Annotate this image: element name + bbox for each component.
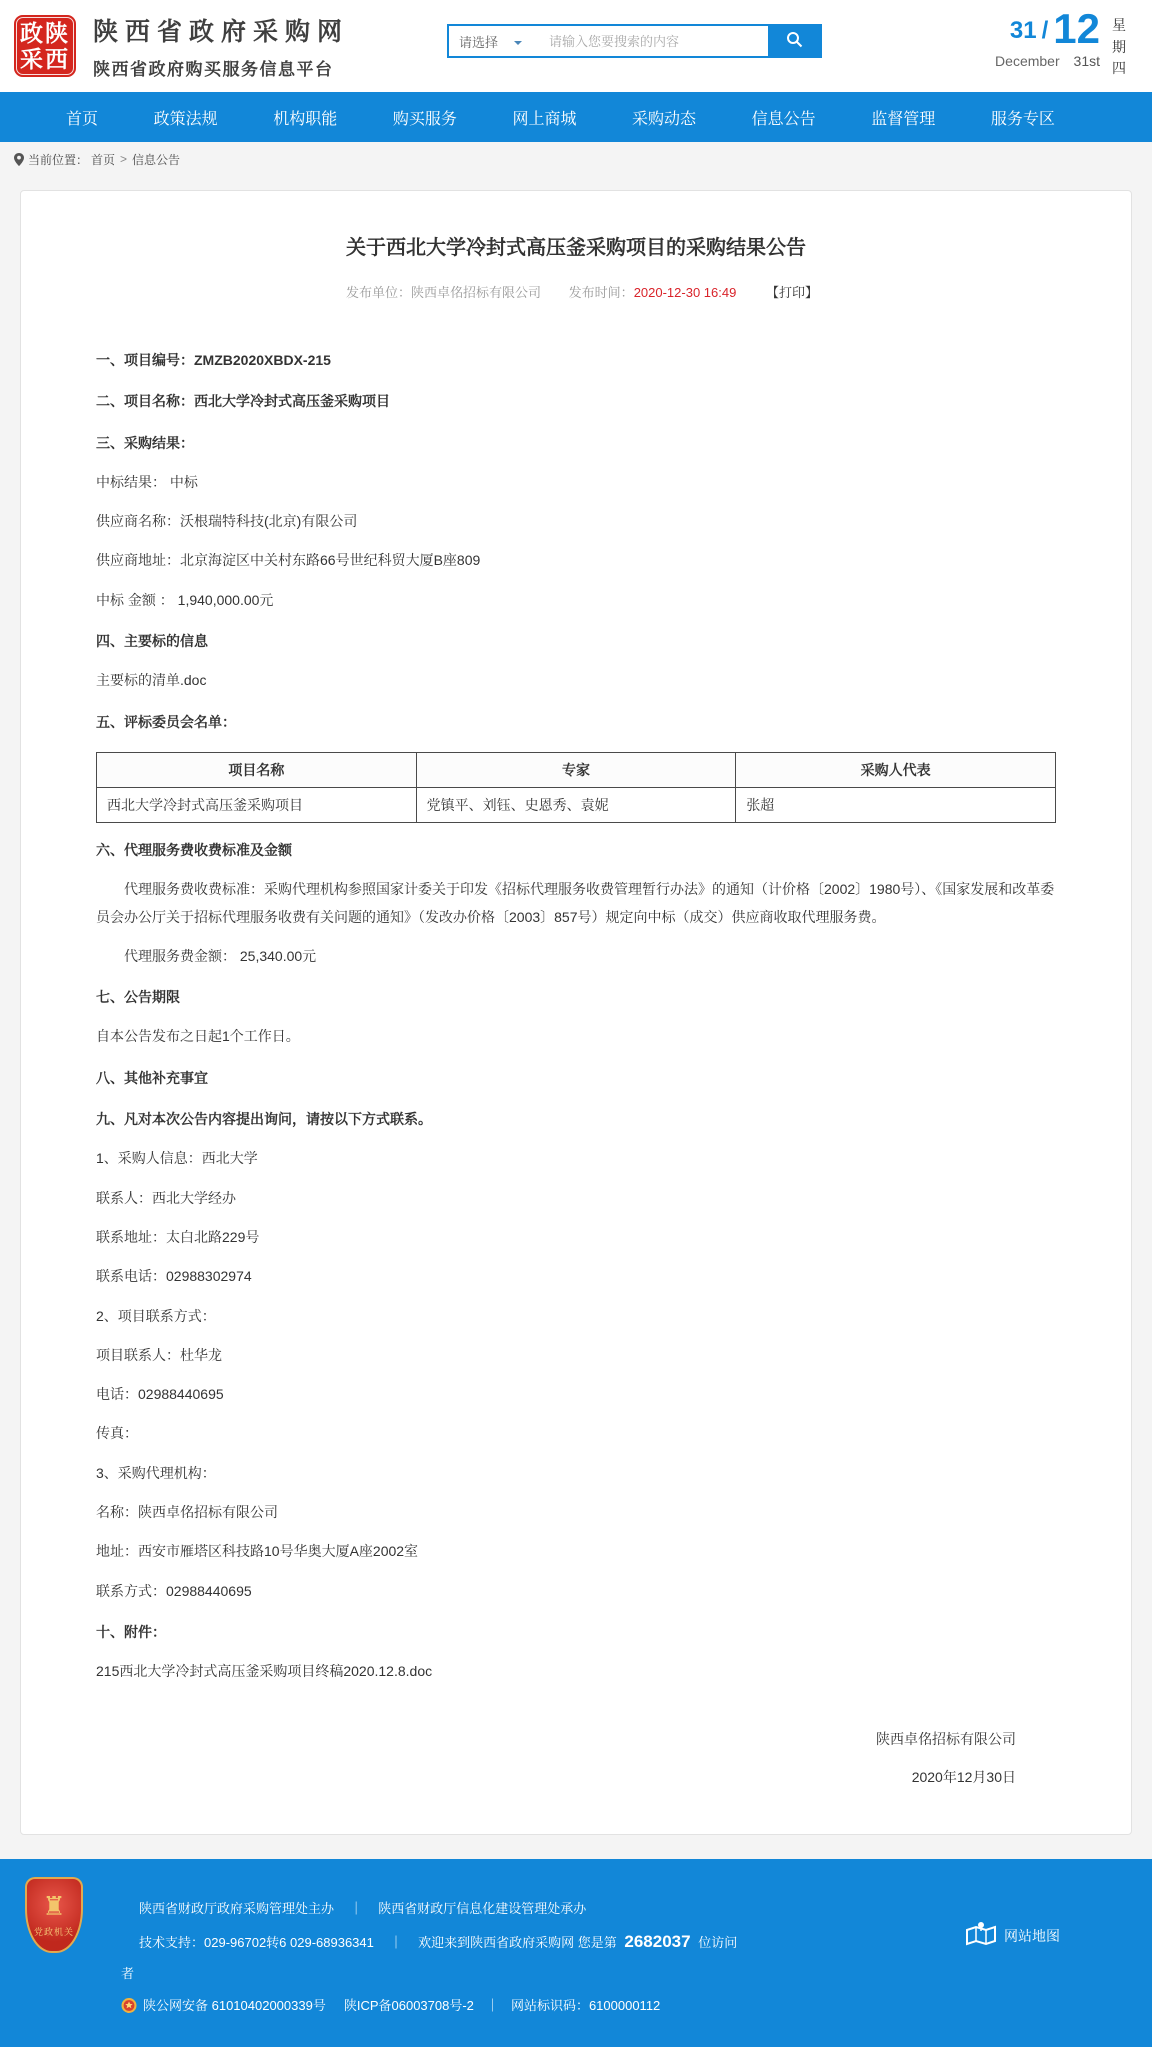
agency-emblem <box>25 1877 83 1953</box>
footer-line-wrap: 者 <box>121 1966 135 1982</box>
footer-welcome: 欢迎来到陕西省政府采购网 您是第 <box>418 1934 617 1950</box>
breadcrumb-home-link[interactable]: 首页 <box>91 152 116 167</box>
date-block <box>995 5 1126 80</box>
table-cell-0-2: 张超 <box>736 787 1056 822</box>
footer-co-organizer: 陕西省财政厅信息化建设管理处承办 <box>378 1901 587 1917</box>
publish-time-value: 2020-12-30 16:49 <box>633 285 737 300</box>
table-cell-0-1: 党镇平、刘钰、史恩秀、袁妮 <box>416 787 736 822</box>
table-header-0: 项目名称 <box>97 752 417 787</box>
table-header-1: 专家 <box>416 752 736 787</box>
article-paragraph-b-8: 1、采购人信息：西北大学 <box>96 1150 258 1167</box>
breadcrumb-prefix: 当前位置： <box>28 152 89 167</box>
article-paragraph-b-1: 六、代理服务费收费标准及金额 <box>96 841 292 858</box>
table-cell-0-0: 西北大学冷封式高压釜采购项目 <box>97 787 417 822</box>
article-paragraph-a-5: 供应商名称：沃根瑞特科技(北京)有限公司 <box>96 513 358 530</box>
committee-table <box>96 752 1056 823</box>
article-paragraph-b-21[interactable]: 215西北大学冷封式高压釜采购项目终稿2020.12.8.doc <box>96 1663 433 1680</box>
police-badge-icon <box>121 1997 137 2014</box>
article-paragraph-b-16: 3、采购代理机构： <box>96 1464 216 1481</box>
icp-filing-link[interactable]: 陕ICP备06003708号-2 <box>343 1997 474 2013</box>
nav-item-3[interactable]: 购买服务 <box>392 110 457 128</box>
footer-tech-support: 技术支持：029-96702转6 029-68936341 <box>139 1934 374 1950</box>
article-paragraph-b-19: 联系方式：02988440695 <box>96 1582 252 1599</box>
article-paragraph-a-3: 三、采购结果： <box>96 434 194 451</box>
article-paragraph-b-20: 十、附件： <box>96 1623 166 1640</box>
search-icon <box>786 31 803 51</box>
article-body-part1 <box>96 347 1056 736</box>
main-nav <box>0 92 1152 142</box>
article-paragraph-b-13: 项目联系人：杜华龙 <box>96 1346 222 1363</box>
article-paragraph-b-6: 八、其他补充事宜 <box>96 1069 208 1086</box>
nav-item-7[interactable]: 监督管理 <box>871 110 936 128</box>
article-paragraph-b-17: 名称：陕西卓佲招标有限公司 <box>96 1504 278 1521</box>
emblem-label: 党政机关 <box>33 1926 74 1937</box>
content-area <box>0 176 1152 1859</box>
search-select-label: 请选择 <box>459 34 499 50</box>
article-paragraph-b-10: 联系地址：太白北路229号 <box>96 1228 260 1245</box>
article-body <box>76 347 1076 1788</box>
footer-filings <box>121 1996 761 2016</box>
article-paragraph-b-4: 七、公告期限 <box>96 989 180 1006</box>
table-row-0 <box>97 787 1056 822</box>
site-code: 网站标识码：6100000112 <box>510 1997 661 2013</box>
search-button[interactable] <box>768 26 820 56</box>
search-category-select[interactable] <box>449 26 541 56</box>
publish-time: 发布时间：2020-12-30 16:49 <box>568 285 737 300</box>
article-paragraph-b-14: 电话：02988440695 <box>96 1386 224 1403</box>
breadcrumb-separator: > <box>120 152 128 166</box>
search-bar <box>447 24 822 58</box>
sign-block <box>96 1728 1056 1789</box>
dropdown-caret-icon <box>514 41 522 49</box>
footer-organizer: 陕西省财政厅政府采购管理处主办 <box>139 1901 335 1917</box>
article-paragraph-a-1: 一、项目编号：ZMZB2020XBDX-215 <box>96 352 331 368</box>
article-paragraph-b-18: 地址：西安市雁塔区科技路10号华奥大厦A座2002室 <box>96 1543 419 1560</box>
article-paragraph-a-4: 中标结果： 中标 <box>96 473 198 490</box>
date-slash: / <box>1041 17 1049 44</box>
search-input[interactable] <box>541 26 768 56</box>
nav-item-1[interactable]: 政策法规 <box>153 110 218 128</box>
publisher: 发布单位：陕西卓佲招标有限公司 <box>346 285 542 300</box>
nav-item-6[interactable]: 信息公告 <box>751 110 816 128</box>
article-paragraph-b-3: 代理服务费金额： 25,340.00元 <box>124 947 317 964</box>
footer-welcome-suffix: 位访问 <box>698 1934 738 1950</box>
article-paragraph-b-9: 联系人：西北大学经办 <box>96 1189 236 1206</box>
breadcrumb-current[interactable]: 信息公告 <box>132 152 181 167</box>
committee-table-head-row <box>97 752 1056 787</box>
visitor-count: 2682037 <box>624 1931 691 1951</box>
footer-line-2 <box>121 1929 761 1955</box>
article-paragraph-a-6: 供应商地址：北京海淀区中关村东路66号世纪科贸大厦B座809 <box>96 552 481 569</box>
sitemap-icon <box>966 1921 1004 1950</box>
date-text <box>995 53 1100 69</box>
weekday: 星 期 四 <box>1112 17 1126 77</box>
article-paragraph-b-7: 九、凡对本次公告内容提出询问，请按以下方式联系。 <box>96 1111 432 1128</box>
article-paragraph-a-10: 五、评标委员会名单： <box>96 713 236 730</box>
article-paragraph-a-7: 中标 金额 ： 1,940,000.00元 <box>96 591 274 608</box>
article-title: 关于西北大学冷封式高压釜采购项目的采购结果公告 <box>346 237 806 259</box>
article-paragraph-b-12: 2、项目联系方式： <box>96 1307 216 1324</box>
article-paragraph-b-5: 自本公告发布之日起1个工作日。 <box>96 1028 300 1045</box>
article-paragraph-b-15: 传真： <box>96 1425 138 1442</box>
nav-item-8[interactable]: 服务专区 <box>990 110 1055 128</box>
date-month: 12 <box>1053 5 1100 52</box>
article-paragraph-b-11: 联系电话：02988302974 <box>96 1268 252 1285</box>
sign-line-1: 2020年12月30日 <box>911 1768 1016 1785</box>
nav-item-5[interactable]: 采购动态 <box>632 110 697 128</box>
committee-table-body <box>97 787 1056 822</box>
sign-line-0: 陕西卓佲招标有限公司 <box>876 1730 1016 1747</box>
date-month-name: December <box>995 53 1060 69</box>
emblem-torch-icon: ♜ <box>42 1890 66 1921</box>
footer-separator: ｜ <box>485 1997 499 2013</box>
footer-separator: ｜ <box>349 1901 363 1917</box>
nav-item-2[interactable]: 机构职能 <box>273 110 338 128</box>
article-paragraph-b-2: 代理服务费收费标准：采购代理机构参照国家计委关于印发《招标代理服务收费管理暂行办法》的通知（计价格〔2002〕1980号）、《国家发展和改革委员会办公厅关于招标代理服务收费有关问题的通知》（发改办价格〔2003〕857号）规定向中标（成交）供应商收取代理服务费。 <box>96 881 1055 925</box>
site-subtitle: 陕西省政府购买服务信息平台 <box>93 60 334 79</box>
date-numeric <box>995 5 1100 52</box>
location-pin-icon <box>14 153 24 166</box>
site-title: 陕西省政府采购网 <box>93 18 350 46</box>
footer-text <box>121 1899 761 2015</box>
date-day: 31 <box>1009 17 1037 44</box>
breadcrumb <box>0 142 1152 176</box>
article-card <box>20 190 1132 1835</box>
article-paragraph-a-8: 四、主要标的信息 <box>96 633 208 650</box>
sitemap-label: 网站地图 <box>1004 1927 1060 1944</box>
footer-line-1 <box>121 1899 761 1919</box>
page-header <box>0 0 1152 92</box>
article-paragraph-a-9[interactable]: 主要标的清单.doc <box>96 672 207 689</box>
site-logo[interactable] <box>14 15 76 77</box>
date-day-ordinal: 31st <box>1073 53 1100 69</box>
logo-line2: 采西 <box>20 46 70 72</box>
print-button[interactable]: 【打印】 <box>765 285 818 300</box>
nav-item-4[interactable]: 网上商城 <box>512 110 577 128</box>
table-header-2: 采购人代表 <box>736 752 1056 787</box>
nav-item-0[interactable]: 首页 <box>66 110 99 128</box>
page-footer <box>0 1859 1152 2047</box>
article-paragraph-a-2: 二、项目名称：西北大学冷封式高压釜采购项目 <box>96 393 390 410</box>
article-meta <box>76 282 1076 301</box>
logo-line1: 政陕 <box>20 19 70 46</box>
security-filing-link[interactable]: 陕公网安备 61010402000339号 <box>143 1997 326 2013</box>
footer-separator: ｜ <box>389 1934 403 1950</box>
article-body-part2 <box>96 837 1056 1686</box>
sitemap-link[interactable] <box>966 1921 1060 1950</box>
site-titles <box>93 12 349 80</box>
